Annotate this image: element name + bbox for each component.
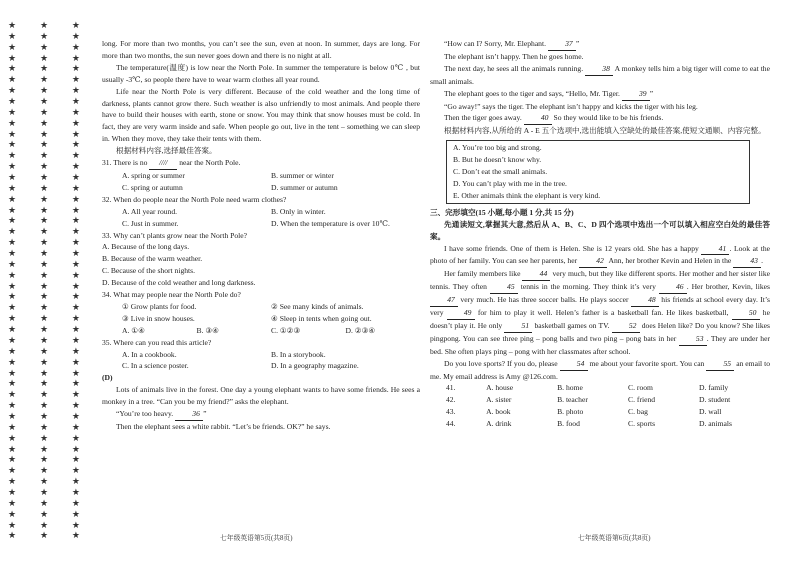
star-icon: ★ xyxy=(39,227,49,238)
star-icon: ★ xyxy=(71,411,80,422)
star-icon: ★ xyxy=(71,151,80,162)
star-icon: ★ xyxy=(8,346,17,357)
answer-blank: 53 xyxy=(679,333,707,346)
right-column xyxy=(430,38,770,430)
star-icon: ★ xyxy=(71,531,80,542)
table-row: 42. A. sister B. teacher C. friend D. student xyxy=(446,395,731,405)
star-icon: ★ xyxy=(71,498,80,509)
star-icon: ★ xyxy=(71,477,80,488)
star-row xyxy=(8,283,80,292)
star-icon: ★ xyxy=(8,531,17,542)
star-icon: ★ xyxy=(39,498,49,509)
star-icon: ★ xyxy=(8,259,17,270)
star-icon: ★ xyxy=(71,42,80,53)
star-icon: ★ xyxy=(71,53,80,64)
answer-blank: 36 xyxy=(175,408,203,421)
star-icon: ★ xyxy=(39,346,49,357)
star-icon: ★ xyxy=(39,531,49,542)
star-icon: ★ xyxy=(71,21,80,31)
star-icon: ★ xyxy=(39,107,49,118)
star-row xyxy=(8,424,80,433)
section-heading: (D) xyxy=(102,373,113,383)
star-icon: ★ xyxy=(71,140,80,151)
star-icon: ★ xyxy=(39,379,49,390)
star-icon: ★ xyxy=(39,477,49,488)
star-icon: ★ xyxy=(71,97,80,108)
star-icon: ★ xyxy=(39,335,49,346)
star-icon: ★ xyxy=(8,118,17,129)
star-icon: ★ xyxy=(8,325,17,336)
star-icon: ★ xyxy=(8,390,17,401)
passage-d-paragraph: The elephant goes to the tiger and says, “Hello, Mr. Tiger. 39 ” xyxy=(430,88,770,101)
passage-c-paragraph: The temperature(温度) is low near the North Pole. In summer the temperature is below 0℃ , but usually -3℃, so people there have to wear warm clothes all year round. xyxy=(102,62,420,84)
star-row xyxy=(8,22,80,31)
options-34 xyxy=(122,325,420,337)
table-row: 44. A. drink B. food C. sports D. animals xyxy=(446,419,732,429)
star-icon: ★ xyxy=(39,357,49,368)
star-border xyxy=(8,22,80,542)
star-icon: ★ xyxy=(71,433,80,444)
star-icon: ★ xyxy=(39,21,49,31)
star-icon: ★ xyxy=(39,205,49,216)
answer-blank: 46 xyxy=(659,281,687,294)
star-row xyxy=(8,261,80,270)
star-row xyxy=(8,76,80,85)
star-icon: ★ xyxy=(39,259,49,270)
star-icon: ★ xyxy=(71,422,80,433)
star-icon: ★ xyxy=(71,379,80,390)
star-icon: ★ xyxy=(8,227,17,238)
star-icon: ★ xyxy=(71,86,80,97)
star-row xyxy=(8,131,80,140)
option: A. ①④ xyxy=(122,325,145,335)
star-row xyxy=(8,65,80,74)
instruction: 根据材料内容,从所给的 A - E 五个选项中,选出能填入空缺处的最佳答案,使短文通顺、内容完整。 xyxy=(444,126,766,136)
passage-d-paragraph: Lots of animals live in the forest. One day a young elephant wants to have some friends. He sees a monkey in a tree. “Can you be my friend?” asks the elephant. xyxy=(102,385,420,407)
star-row xyxy=(8,250,80,259)
page-footer: 七年级英语第5页(共8页) xyxy=(220,535,293,542)
star-row xyxy=(8,370,80,379)
answer-blank: 55 xyxy=(706,358,734,371)
star-icon: ★ xyxy=(39,75,49,86)
star-row xyxy=(8,228,80,237)
star-icon: ★ xyxy=(39,466,49,477)
star-row xyxy=(8,348,80,357)
star-row xyxy=(8,304,80,313)
option: D. Because of the cold weather and long darkness. xyxy=(102,278,256,288)
star-icon: ★ xyxy=(8,292,17,303)
star-row xyxy=(8,532,80,541)
star-icon: ★ xyxy=(39,151,49,162)
star-icon: ★ xyxy=(71,118,80,129)
cloze-paragraph: I have some friends. One of them is Helen. She is 12 years old. She has a happy 41 . Look at the photo of her family. You can see her parents, her 42 Ann, her brother Kevin and Helen in the 43 . xyxy=(430,243,770,269)
answer-blank: 44 xyxy=(522,268,550,281)
passage-d-paragraph: The next day, he sees all the animals running. 38 A monkey tells him a big tiger will come to eat the small animals. xyxy=(430,63,770,86)
star-row xyxy=(8,391,80,400)
star-icon: ★ xyxy=(39,53,49,64)
option: A. In a cookbook. xyxy=(122,349,177,359)
star-row xyxy=(8,87,80,96)
star-icon: ★ xyxy=(39,64,49,75)
star-icon: ★ xyxy=(71,401,80,412)
star-icon: ★ xyxy=(8,422,17,433)
star-row xyxy=(8,185,80,194)
passage-d-paragraph: Then the tiger goes away. 40 So they would like to be his friends. xyxy=(430,112,770,125)
statement: ④ Sleep in tents when going out. xyxy=(271,313,372,323)
star-icon: ★ xyxy=(39,368,49,379)
star-row xyxy=(8,467,80,476)
question-31: 31. There is no //// near the North Pole. xyxy=(102,157,420,170)
options-32 xyxy=(122,206,420,218)
answer-blank: 42 xyxy=(579,255,607,268)
answer-blank: 52 xyxy=(612,320,640,333)
star-icon: ★ xyxy=(39,303,49,314)
options-35 xyxy=(122,349,420,361)
star-row xyxy=(8,337,80,346)
star-icon: ★ xyxy=(39,238,49,249)
option: C. ①②③ xyxy=(271,325,301,335)
table-row: 43. A. book B. photo C. bag D. wall xyxy=(446,407,722,417)
star-row xyxy=(8,315,80,324)
answer-blank: 50 xyxy=(732,307,760,320)
star-icon: ★ xyxy=(71,455,80,466)
section-heading: 三、完形填空(15 小题,每小题 1 分,共 15 分) xyxy=(430,207,574,217)
star-icon: ★ xyxy=(8,411,17,422)
option: B. summer or winter xyxy=(271,170,334,180)
option: D. When the temperature is over 10℃. xyxy=(271,218,390,228)
star-icon: ★ xyxy=(71,183,80,194)
option: C. Just in summer. xyxy=(122,218,179,228)
star-icon: ★ xyxy=(71,357,80,368)
cloze-paragraph: Her family members like 44 very much, but they like different sports. Her mother and her sister like tennis. They often 45 tennis in the morning. They think it’s very 46 . Her brother, Kevin, likes 47 very much. He has three soccer balls. He plays soccer 48 his friends at school every day. It’s very 49 for him to play it well. Helen’s father is a basketball fan. He likes basketball, 50 he doesn’t play it. He only 51 basketball games on TV. 52 does Helen like? Do you know? She likes pingpong. You can see three ping – pong balls and two ping – pong bats in her 53 . They are under her bed. She often plays ping – pong with her classmates after school. xyxy=(430,269,770,356)
star-icon: ★ xyxy=(8,314,17,325)
answer-blank: 38 xyxy=(585,63,613,76)
star-icon: ★ xyxy=(39,509,49,520)
star-icon: ★ xyxy=(71,75,80,86)
statement: ② See many kinds of animals. xyxy=(271,301,364,311)
star-icon: ★ xyxy=(8,487,17,498)
star-icon: ★ xyxy=(39,140,49,151)
star-row xyxy=(8,98,80,107)
statements-34 xyxy=(122,301,420,313)
star-row xyxy=(8,109,80,118)
answer-blank: //// xyxy=(149,157,177,170)
question-33: 33. Why can’t plants grow near the North Pole? xyxy=(102,230,248,240)
star-row xyxy=(8,435,80,444)
star-icon: ★ xyxy=(39,314,49,325)
option: A. spring or summer xyxy=(122,170,185,180)
star-icon: ★ xyxy=(8,31,17,42)
star-row xyxy=(8,141,80,150)
star-icon: ★ xyxy=(8,401,17,412)
star-icon: ★ xyxy=(8,151,17,162)
star-row xyxy=(8,413,80,422)
answer-blank: 54 xyxy=(560,358,588,371)
star-row xyxy=(8,489,80,498)
star-icon: ★ xyxy=(8,444,17,455)
star-icon: ★ xyxy=(39,281,49,292)
star-icon: ★ xyxy=(71,325,80,336)
star-icon: ★ xyxy=(8,107,17,118)
star-row xyxy=(8,500,80,509)
options-31 xyxy=(122,170,420,182)
star-icon: ★ xyxy=(8,64,17,75)
star-icon: ★ xyxy=(71,487,80,498)
star-icon: ★ xyxy=(8,205,17,216)
box-option: C. Don’t eat the small animals. xyxy=(453,167,548,177)
option: B. ③④ xyxy=(196,325,219,335)
answer-blank: 40 xyxy=(524,112,552,125)
star-icon: ★ xyxy=(39,487,49,498)
star-icon: ★ xyxy=(8,249,17,260)
star-icon: ★ xyxy=(71,303,80,314)
star-row xyxy=(8,272,80,281)
star-icon: ★ xyxy=(71,444,80,455)
star-row xyxy=(8,511,80,520)
passage-d-paragraph: The elephant isn’t happy. Then he goes home. xyxy=(444,51,584,61)
star-icon: ★ xyxy=(8,466,17,477)
star-icon: ★ xyxy=(8,173,17,184)
star-icon: ★ xyxy=(71,107,80,118)
option: C. In a science poster. xyxy=(122,361,189,371)
star-icon: ★ xyxy=(8,42,17,53)
star-icon: ★ xyxy=(39,292,49,303)
star-row xyxy=(8,44,80,53)
star-icon: ★ xyxy=(71,129,80,140)
star-icon: ★ xyxy=(39,86,49,97)
star-icon: ★ xyxy=(8,129,17,140)
answer-blank: 39 xyxy=(622,88,650,101)
star-icon: ★ xyxy=(8,270,17,281)
star-icon: ★ xyxy=(71,509,80,520)
star-icon: ★ xyxy=(71,390,80,401)
question-35: 35. Where can you read this article? xyxy=(102,337,212,347)
star-icon: ★ xyxy=(8,335,17,346)
star-icon: ★ xyxy=(8,216,17,227)
star-row xyxy=(8,207,80,216)
option: D. In a geography magazine. xyxy=(271,361,359,371)
star-icon: ★ xyxy=(39,162,49,173)
star-icon: ★ xyxy=(8,520,17,531)
star-icon: ★ xyxy=(8,433,17,444)
star-icon: ★ xyxy=(8,509,17,520)
options-35 xyxy=(122,360,420,372)
statements-34 xyxy=(122,313,420,325)
instruction: 先通读短文,掌握其大意,然后从 A、B、C、D 四个选项中选出一个可以填入相应空白处的最佳答案。 xyxy=(430,219,770,241)
star-icon: ★ xyxy=(8,97,17,108)
answer-blank: 45 xyxy=(490,281,518,294)
star-icon: ★ xyxy=(39,216,49,227)
star-icon: ★ xyxy=(39,270,49,281)
star-icon: ★ xyxy=(8,75,17,86)
star-row xyxy=(8,55,80,64)
answer-blank: 49 xyxy=(447,307,475,320)
star-icon: ★ xyxy=(39,97,49,108)
options-box xyxy=(446,140,750,204)
passage-d-paragraph: “Go away!” says the tiger. The elephant isn’t happy and kicks the tiger with his leg. xyxy=(444,101,698,111)
option: A. All year round. xyxy=(122,206,178,216)
option: B. In a storybook. xyxy=(271,349,326,359)
star-row xyxy=(8,522,80,531)
options-32 xyxy=(122,218,420,230)
star-icon: ★ xyxy=(39,455,49,466)
star-icon: ★ xyxy=(8,281,17,292)
star-row xyxy=(8,33,80,42)
statement: ① Grow plants for food. xyxy=(122,301,197,311)
star-row xyxy=(8,163,80,172)
star-icon: ★ xyxy=(39,411,49,422)
star-icon: ★ xyxy=(39,401,49,412)
star-icon: ★ xyxy=(71,216,80,227)
option: C. spring or autumn xyxy=(122,182,183,192)
options-31 xyxy=(122,182,420,194)
box-option: E. Other animals think the elephant is very kind. xyxy=(453,190,601,200)
star-row xyxy=(8,196,80,205)
box-option: B. But he doesn’t know why. xyxy=(453,155,542,165)
star-icon: ★ xyxy=(39,249,49,260)
cloze-options-table xyxy=(446,382,770,430)
star-icon: ★ xyxy=(71,194,80,205)
question-32: 32. When do people near the North Pole need warm clothes? xyxy=(102,194,287,204)
left-column xyxy=(102,38,420,433)
statement: ③ Live in snow houses. xyxy=(122,313,195,323)
passage-d-paragraph: “How can I? Sorry, Mr. Elephant. 37 ” xyxy=(430,38,770,51)
passage-c-paragraph: Life near the North Pole is very different. Because of the cold weather and the long time of darkness, plants cannot grow there. Such weather is also unfriendly to most animals. And people there have to build their houses with earth, stone or snow. You may think that snow houses must be cold. In fact, they are very warm inside and safe. When people go out, live in the tent – something we can sleep in. When they move, they take their tents with them. xyxy=(102,86,420,144)
star-row xyxy=(8,293,80,302)
star-icon: ★ xyxy=(71,346,80,357)
star-icon: ★ xyxy=(71,205,80,216)
star-row xyxy=(8,217,80,226)
star-icon: ★ xyxy=(71,270,80,281)
star-row xyxy=(8,120,80,129)
answer-blank: 37 xyxy=(548,38,576,51)
star-icon: ★ xyxy=(71,466,80,477)
star-icon: ★ xyxy=(8,357,17,368)
star-row xyxy=(8,174,80,183)
star-icon: ★ xyxy=(39,194,49,205)
star-icon: ★ xyxy=(71,259,80,270)
star-icon: ★ xyxy=(8,53,17,64)
star-icon: ★ xyxy=(8,303,17,314)
star-icon: ★ xyxy=(39,444,49,455)
answer-blank: 43 xyxy=(733,255,761,268)
answer-blank: 41 xyxy=(701,243,729,256)
star-icon: ★ xyxy=(71,227,80,238)
star-icon: ★ xyxy=(71,368,80,379)
star-icon: ★ xyxy=(71,292,80,303)
star-icon: ★ xyxy=(8,379,17,390)
star-icon: ★ xyxy=(39,129,49,140)
option: C. Because of the short nights. xyxy=(102,266,196,276)
star-icon: ★ xyxy=(71,314,80,325)
star-icon: ★ xyxy=(71,520,80,531)
passage-c-paragraph: long. For more than two months, you can’t see the sun, even at noon. In summer, days are long. For more than two months, the sun never goes down and there is no night at all. xyxy=(102,39,420,60)
star-row xyxy=(8,359,80,368)
page-footer: 七年级英语第6页(共8页) xyxy=(578,535,651,542)
passage-d-paragraph: “You’re too heavy. 36 ” xyxy=(102,408,420,421)
star-icon: ★ xyxy=(71,162,80,173)
answer-blank: 47 xyxy=(430,294,458,307)
star-icon: ★ xyxy=(71,335,80,346)
table-row: 41. A. house B. home C. room D. family xyxy=(446,383,729,393)
star-icon: ★ xyxy=(71,281,80,292)
star-icon: ★ xyxy=(8,238,17,249)
star-row xyxy=(8,326,80,335)
star-icon: ★ xyxy=(71,64,80,75)
star-icon: ★ xyxy=(8,183,17,194)
star-row xyxy=(8,456,80,465)
star-row xyxy=(8,239,80,248)
star-row xyxy=(8,446,80,455)
star-row xyxy=(8,152,80,161)
cloze-paragraph: Do you love sports? If you do, please 54 me about your favorite sport. You can 55 an email to me. My email address is Amy @126.com. xyxy=(430,358,770,381)
option: D. ②③④ xyxy=(345,325,376,335)
star-icon: ★ xyxy=(39,173,49,184)
star-icon: ★ xyxy=(39,42,49,53)
star-icon: ★ xyxy=(8,368,17,379)
star-icon: ★ xyxy=(8,86,17,97)
star-icon: ★ xyxy=(8,162,17,173)
star-icon: ★ xyxy=(39,183,49,194)
star-row xyxy=(8,402,80,411)
question-34: 34. What may people near the North Pole do? xyxy=(102,290,241,300)
star-icon: ★ xyxy=(8,498,17,509)
star-row xyxy=(8,478,80,487)
star-icon: ★ xyxy=(71,249,80,260)
star-icon: ★ xyxy=(39,118,49,129)
star-row xyxy=(8,380,80,389)
star-icon: ★ xyxy=(39,390,49,401)
passage-d-paragraph: Then the elephant sees a white rabbit. “Let’s be friends. OK?” he says. xyxy=(116,422,331,431)
star-icon: ★ xyxy=(71,238,80,249)
box-option: D. You can’t play with me in the tree. xyxy=(453,178,567,188)
star-icon: ★ xyxy=(39,325,49,336)
option: B. Because of the warm weather. xyxy=(102,254,203,264)
star-icon: ★ xyxy=(8,455,17,466)
star-icon: ★ xyxy=(39,31,49,42)
answer-blank: 48 xyxy=(631,294,659,307)
star-icon: ★ xyxy=(8,140,17,151)
option: B. Only in winter. xyxy=(271,206,326,216)
instruction: 根据材料内容,选择最佳答案。 xyxy=(116,146,217,156)
star-icon: ★ xyxy=(8,477,17,488)
option: A. Because of the long days. xyxy=(102,242,190,252)
option: D. summer or autumn xyxy=(271,182,338,192)
star-icon: ★ xyxy=(71,31,80,42)
star-icon: ★ xyxy=(8,21,17,31)
star-icon: ★ xyxy=(71,173,80,184)
star-icon: ★ xyxy=(39,433,49,444)
box-option: A. You’re too big and strong. xyxy=(453,143,542,153)
star-icon: ★ xyxy=(8,194,17,205)
star-icon: ★ xyxy=(39,422,49,433)
answer-blank: 51 xyxy=(504,320,532,333)
star-icon: ★ xyxy=(39,520,49,531)
